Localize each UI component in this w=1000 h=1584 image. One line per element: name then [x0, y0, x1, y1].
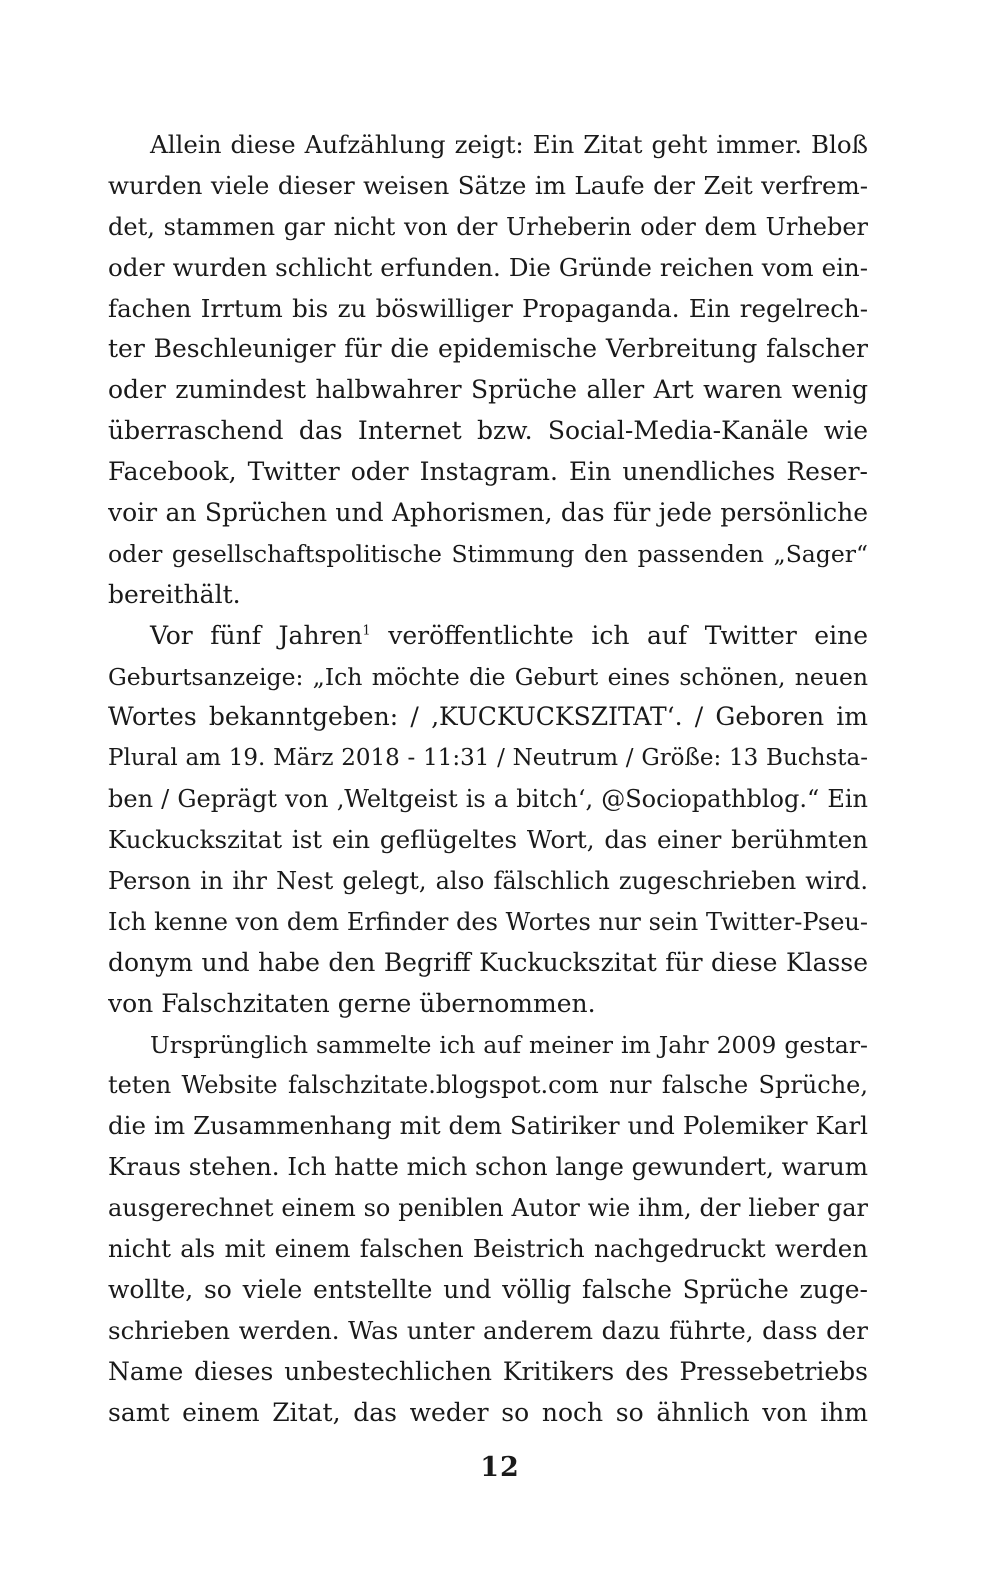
text-line: Geburtsanzeige: „Ich möchte die Geburt eines schönen, neuen	[108, 662, 868, 691]
text-line: überraschend das Internet bzw. Social-Media-Kanäle wie	[108, 416, 868, 446]
text-line: ausgerechnet einem so peniblen Autor wie ihm, der lieber gar	[108, 1194, 868, 1223]
text-line: die im Zusammenhang mit dem Satiriker und Polemiker Karl	[108, 1111, 868, 1141]
text-line: von Falschzitaten gerne übernommen.	[108, 988, 596, 1018]
text-fragment: Vor fünf Jahren	[150, 620, 363, 650]
text-line: ter Beschleuniger für die epidemische Verbreitung falscher	[108, 334, 868, 364]
text-line: det, stammen gar nicht von der Urheberin oder dem Urheber	[108, 212, 868, 241]
text-line: Wortes bekanntgeben: / ‚KUCKUCKSZITAT‘. / Geboren im	[108, 702, 868, 732]
text-line: ben / Geprägt von ‚Weltgeist is a bitch‘, @Sociopathblog.“ Ein	[108, 785, 868, 814]
text-line: oder wurden schlicht erfunden. Die Gründe reichen vom ein-	[108, 252, 868, 282]
text-line: nicht als mit einem falschen Beistrich nachgedruckt werden	[108, 1234, 868, 1264]
text-line: Facebook, Twitter oder Instagram. Ein unendliches Reser-	[108, 457, 868, 487]
text-line: Allein diese Aufzählung zeigt: Ein Zitat geht immer. Bloß	[150, 130, 868, 159]
text-line: samt einem Zitat, das weder so noch so ähnlich von ihm	[108, 1397, 868, 1427]
text-line	[108, 616, 868, 657]
text-line: oder gesellschaftspolitische Stimmung den passenden „Sager“	[108, 539, 868, 568]
text-fragment: veröffentlichte ich auf Twitter eine	[370, 620, 868, 650]
page-number: 12	[480, 1452, 520, 1483]
text-line: Ursprünglich sammelte ich auf meiner im Jahr 2009 gestar-	[150, 1030, 868, 1059]
text-line: Ich kenne von dem Erfinder des Wortes nur sein Twitter-Pseu-	[108, 907, 868, 936]
text-line: Kuckuckszitat ist ein geflügeltes Wort, das einer berühmten	[108, 825, 868, 855]
text-line: bereithält.	[108, 579, 241, 609]
text-line: Kraus stehen. Ich hatte mich schon lange gewundert, warum	[108, 1152, 868, 1182]
text-line: Name dieses unbestechlichen Kritikers des Pressebetriebs	[108, 1356, 868, 1386]
footnote-reference[interactable]: 1	[362, 623, 371, 639]
text-line: Plural am 19. März 2018 - 11:31 / Neutrum / Größe: 13 Buchsta-	[108, 745, 868, 772]
text-line: Person in ihr Nest gelegt, also fälschlich zugeschrieben wird.	[108, 867, 868, 896]
text-line: wurden viele dieser weisen Sätze im Laufe der Zeit verfrem-	[108, 170, 868, 200]
text-line: teten Website falschzitate.blogspot.com nur falsche Sprüche,	[108, 1071, 868, 1100]
text-line: donym und habe den Begriff Kuckuckszitat für diese Klasse	[108, 947, 868, 977]
text-line: schrieben werden. Was unter anderem dazu führte, dass der	[108, 1315, 868, 1345]
text-line: oder zumindest halbwahrer Sprüche aller Art waren wenig	[108, 375, 868, 405]
text-line: wollte, so viele entstellte und völlig falsche Sprüche zuge-	[108, 1274, 868, 1304]
text-line: fachen Irrtum bis zu böswilliger Propaganda. Ein regelrech-	[108, 293, 868, 323]
body-text	[108, 125, 868, 1434]
text-line: voir an Sprüchen und Aphorismen, das für jede persönliche	[108, 498, 868, 528]
